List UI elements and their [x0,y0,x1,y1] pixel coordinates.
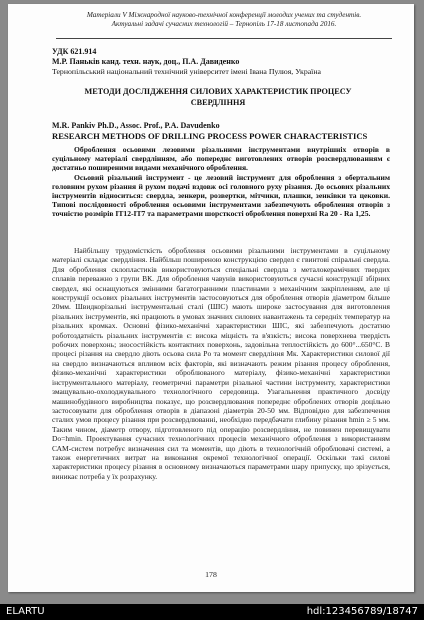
body-text [52,246,390,481]
abstract-paragraph-1: Оброблення осьовими лезовими різальними інструментами внутрішніх отворів в суцільному матеріалі свердлінням, або попереднє виготовлених отворів розсвердлюванням є достатньо поширеними видами механічного оброблення. [52,145,390,173]
affiliation: Тернопільський національний технічний університет імені Івана Пулюя, Україна [52,67,321,76]
conference-header-line1: Матеріали V Міжнародної науково-технічної конференції молодих учених та студентів. [86,11,362,19]
page-number: 178 [205,570,217,579]
abstract-paragraph-2: Осьовий різальний інструмент - це лезовий інструмент для оброблення з обертальним головним рухом різання й рухом подачі вздовж осі головного руху різання. До осьових різальних інструментів відноситься: свердла, зенкери, розвертки, мітчики, плашки, зенківки та цековки. Типові послідовності оброблення осьовими інструментами забезпечують оброблення отворів з точністю розмірів IТ12-ІТ7 та параметрами шорсткості оброблення поверхні Ra 20 - Ra 1,25. [52,172,390,219]
body-paragraph-1: Найбільшу трудомісткість оброблення осьовими різальними інструментами в суцільному матеріалі складає свердління. Найбільш поширеною конструкцією свердел є гвинтові спіральні свердла. Для оброблення склопластиків використовуються спеціальні свердла з металокерамічних твердих сплавів переважно з групи ВК. Для оброблення чавунів використовуються сучасні конструкції збірних свердел, які оснащуються змінними багатогранними пластинами з механічним закріпленням, але ці конструкції осьових різальних інструментів застосовуються для оброблення отворів діаметром більше 20мм. Швидкорізальні інструментальні сталі (ШІС) мають широке застосування для виготовлення різальних інструментів, які працюють в умовах значних силових навантажень та середніх температур на різальних кромках. Основні фізико-механічні характеристики ШІС, які забезпечують достатню роботоздатність різальних інструментів є: висока міцність та в'язкість; висока поверхнева твердість робочих поверхонь; зносостійкість контактних поверхонь, задовільна теплостійкість до 600°...650°С. В процесі різання на свердло діють осьова сила Po та момент свердління Mк. Характеристики силової дії на свердло визначаються впливом всіх факторів, які визначають режим різання процесу оброблення, фізико-механічні характеристики оброблюваного матеріалу, фізико-механічні характеристики інструментального матеріалу, геометричні параметри різальної частини інструменту, характеристики змащувально-охолоджувального технологічного середовища. Узагальнення практичного досвіду машинобудівного виробництва показує, що розсвердлювання попереднє оброблених отворів доцільно застосовувати для оброблення отворів в діапазоні діаметрів 20-50 мм. Відповідно для забезпечення сталих умов процесу різання при розсвердлюванні, необхідно передбачати глибину різання hmin ≥ 5 мм. Таким чином, діаметр отвору, підготовленого під операцію розсвердління, не повинен перевищувати Do=hmin. Проектування сучасних технологічних процесів механічного оброблення з використанням САМ-систем потребує визначення сил та моментів, що діють в технологічній оброблювачі системі, а також енергетичних витрат на виконання окремої технологічної операції. Оскільки такі силові характеристики процесу різання в основному визначаються параметрами шару припуску, що зрізується, виникає потреба у їх розрахунку. [52,246,390,481]
authors-en: M.R. Pankiv Ph.D., Assoc. Prof., P.A. Davudenko [52,121,220,130]
title-ua: МЕТОДИ ДОСЛІДЖЕННЯ СИЛОВИХ ХАРАКТЕРИСТИК ПРОЦЕСУ СВЕРДЛІННЯ [84,87,352,107]
paper-page [8,4,414,592]
repository-statusbar [0,604,424,620]
repository-name: ELARTU [6,606,45,617]
authors-ua: М.Р. Паньків канд. техн. наук, доц., П.А. Давиденко [52,57,240,66]
handle-link[interactable]: hdl:123456789/18747 [306,606,418,617]
abstract [52,145,390,219]
title-en: RESEARCH METHODS OF DRILLING PROCESS POWER CHARACTERISTICS [52,131,368,141]
conference-header [56,11,392,29]
udc-code: УДК 621.914 [52,47,97,56]
conference-header-line2: Актуальні задачі сучасних технологій – Тернопіль 17-18 листопада 2016. [111,20,337,29]
header-divider [56,38,392,39]
